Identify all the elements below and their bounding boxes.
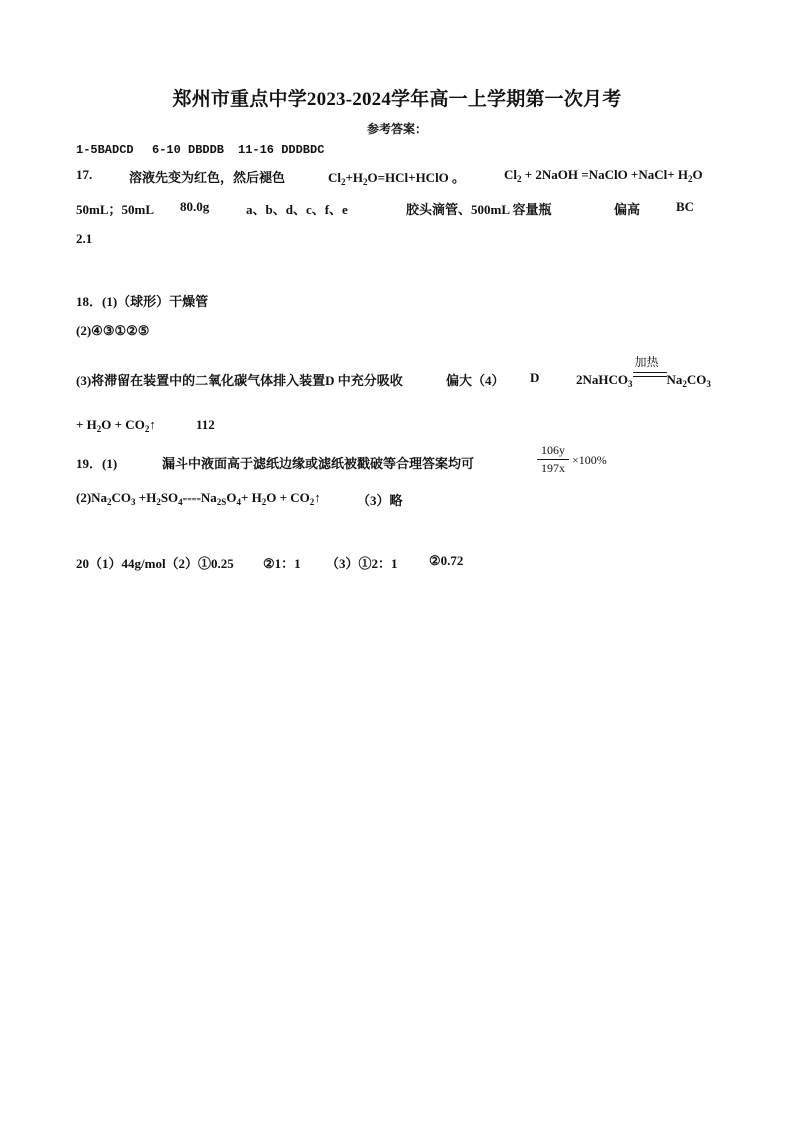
q17-order: a、b、d、c、f、e [246,202,348,217]
answer-key-heading: 参考答案： [366,122,427,136]
q17-choice: BC [676,199,695,214]
q18-part-1: 18．(1)（球形）干燥管 [76,294,209,309]
choice-group-1: 1-5BADCD [76,143,134,157]
q19-fraction [537,443,569,476]
q19-fraction-tail: ×100% [572,453,607,467]
q17-last-answer: 2.1 [76,231,93,246]
q18-volume: 112 [196,417,215,432]
q18-part-3: (3)将滞留在装置中的二氧化碳气体排入装置D 中充分吸收 [76,373,403,388]
q18-part-4: D [530,370,540,385]
q19-equation: $(2)Na_2CO_3 +H_2SO_4====Na_{2S}O_4+ H_2O$ + $CO_2↑$ [76,490,321,507]
fraction-numerator: 106y [537,443,569,460]
q17-answer-1: 溶液先变为红色，然后褪色 [129,170,286,185]
q20-part-3: （3）①2：1 [326,556,398,571]
q20-part-1-2: 20（1）44g/mol（2）①0.25 [76,556,234,571]
choice-group-3: 11-16 DDDBDC [238,143,325,157]
q18-part-2: (2)④③①②⑤ [76,323,150,338]
q18-equation: 2NaHCO$_3$ 加热 $Na_2CO_3$ [576,355,711,389]
q17-answer-3: $Cl_2$ + 2NaOH =NaClO +NaCl+ $H_2O$ [504,167,703,184]
q17-answer-2: $Cl_2+H_2O=HCl+HClO$ 。 [328,170,466,187]
q18-equation-continued: + $H_2O$ + $CO_2↑$ [76,417,156,434]
choice-group-2: 6-10 DBDDB [152,143,225,157]
heating-condition: 加热 [633,370,667,384]
q19-number: 19．(1) [76,456,118,471]
q17-instruments: 胶头滴管、500mL 容量瓶 [406,202,552,217]
q17-number: 17. [76,167,93,182]
page-title: 郑州市重点中学2023-2024学年高一上学期第一次月考 [172,89,622,110]
q17-volumes: 50mL；50mL [76,202,155,217]
q17-mass: 80.0g [180,199,210,214]
q18-part-3-result: 偏大（4） [446,373,505,388]
q19-part-3: （3）略 [357,493,403,508]
q19-answer-1: 漏斗中液面高于滤纸边缘或滤纸被戳破等合理答案均可 [162,456,475,471]
q17-error: 偏高 [614,202,641,217]
fraction-denominator: 197x [541,461,565,475]
q20-part-2-ratio: ②1：1 [263,556,301,571]
q20-part-3-value: ②0.72 [429,553,464,568]
